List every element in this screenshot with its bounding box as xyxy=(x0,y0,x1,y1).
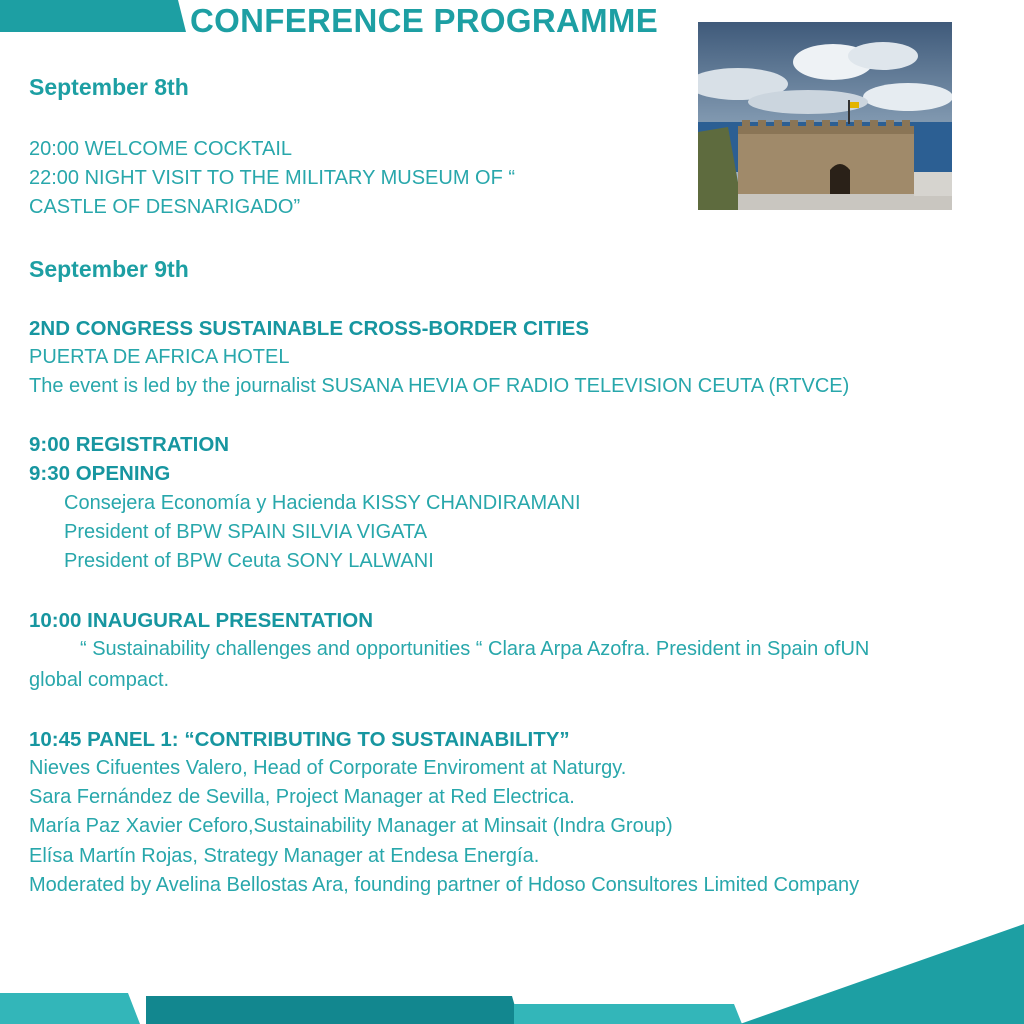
congress-venue: PUERTA DE AFRICA HOTEL xyxy=(29,346,290,368)
congress-lead: The event is led by the journalist SUSANA HEVIA OF RADIO TELEVISION CEUTA (RTVCE) xyxy=(29,375,850,397)
registration-title: 9:00 REGISTRATION xyxy=(29,433,230,456)
day1-item-castle: CASTLE OF DESNARIGADO” xyxy=(29,196,301,218)
top-decor-band xyxy=(0,0,200,40)
panel1-moderator: Moderated by Avelina Bellostas Ara, founding partner of Hdoso Consultores Limited Company xyxy=(29,874,860,896)
day2-heading: September 9th xyxy=(29,256,189,282)
opening-speaker: Consejera Economía y Hacienda KISSY CHANDIRAMANI xyxy=(64,492,581,514)
panel1-title: 10:45 PANEL 1: “CONTRIBUTING TO SUSTAINABILITY” xyxy=(29,728,570,751)
panel1-member: Elísa Martín Rojas, Strategy Manager at Endesa Energía. xyxy=(29,845,540,867)
congress-title: 2ND CONGRESS SUSTAINABLE CROSS-BORDER CITIES xyxy=(29,317,590,340)
inaugural-line2: global compact. xyxy=(29,669,170,691)
opening-title: 9:30 OPENING xyxy=(29,462,171,485)
castle-photo xyxy=(698,22,952,210)
day1-heading: September 8th xyxy=(29,74,189,100)
day1-item-welcome: 20:00 WELCOME COCKTAIL xyxy=(29,138,293,160)
inaugural-title: 10:00 INAUGURAL PRESENTATION xyxy=(29,609,373,632)
panel1-member: Nieves Cifuentes Valero, Head of Corporate Enviroment at Naturgy. xyxy=(29,757,627,779)
page-title: CONFERENCE PROGRAMME xyxy=(190,2,659,39)
day1-item-night-visit: 22:00 NIGHT VISIT TO THE MILITARY MUSEUM OF “ xyxy=(29,167,516,189)
bottom-decor-bands xyxy=(0,920,1024,1024)
opening-speaker: President of BPW Ceuta SONY LALWANI xyxy=(64,550,434,572)
opening-speaker: President of BPW SPAIN SILVIA VIGATA xyxy=(64,521,428,543)
panel1-member: María Paz Xavier Ceforo,Sustainability Manager at Minsait (Indra Group) xyxy=(29,815,673,837)
panel1-member: Sara Fernández de Sevilla, Project Manager at Red Electrica. xyxy=(29,786,575,808)
inaugural-line1: “ Sustainability challenges and opportunities “ Clara Arpa Azofra. President in Spain ofUN xyxy=(80,638,870,660)
